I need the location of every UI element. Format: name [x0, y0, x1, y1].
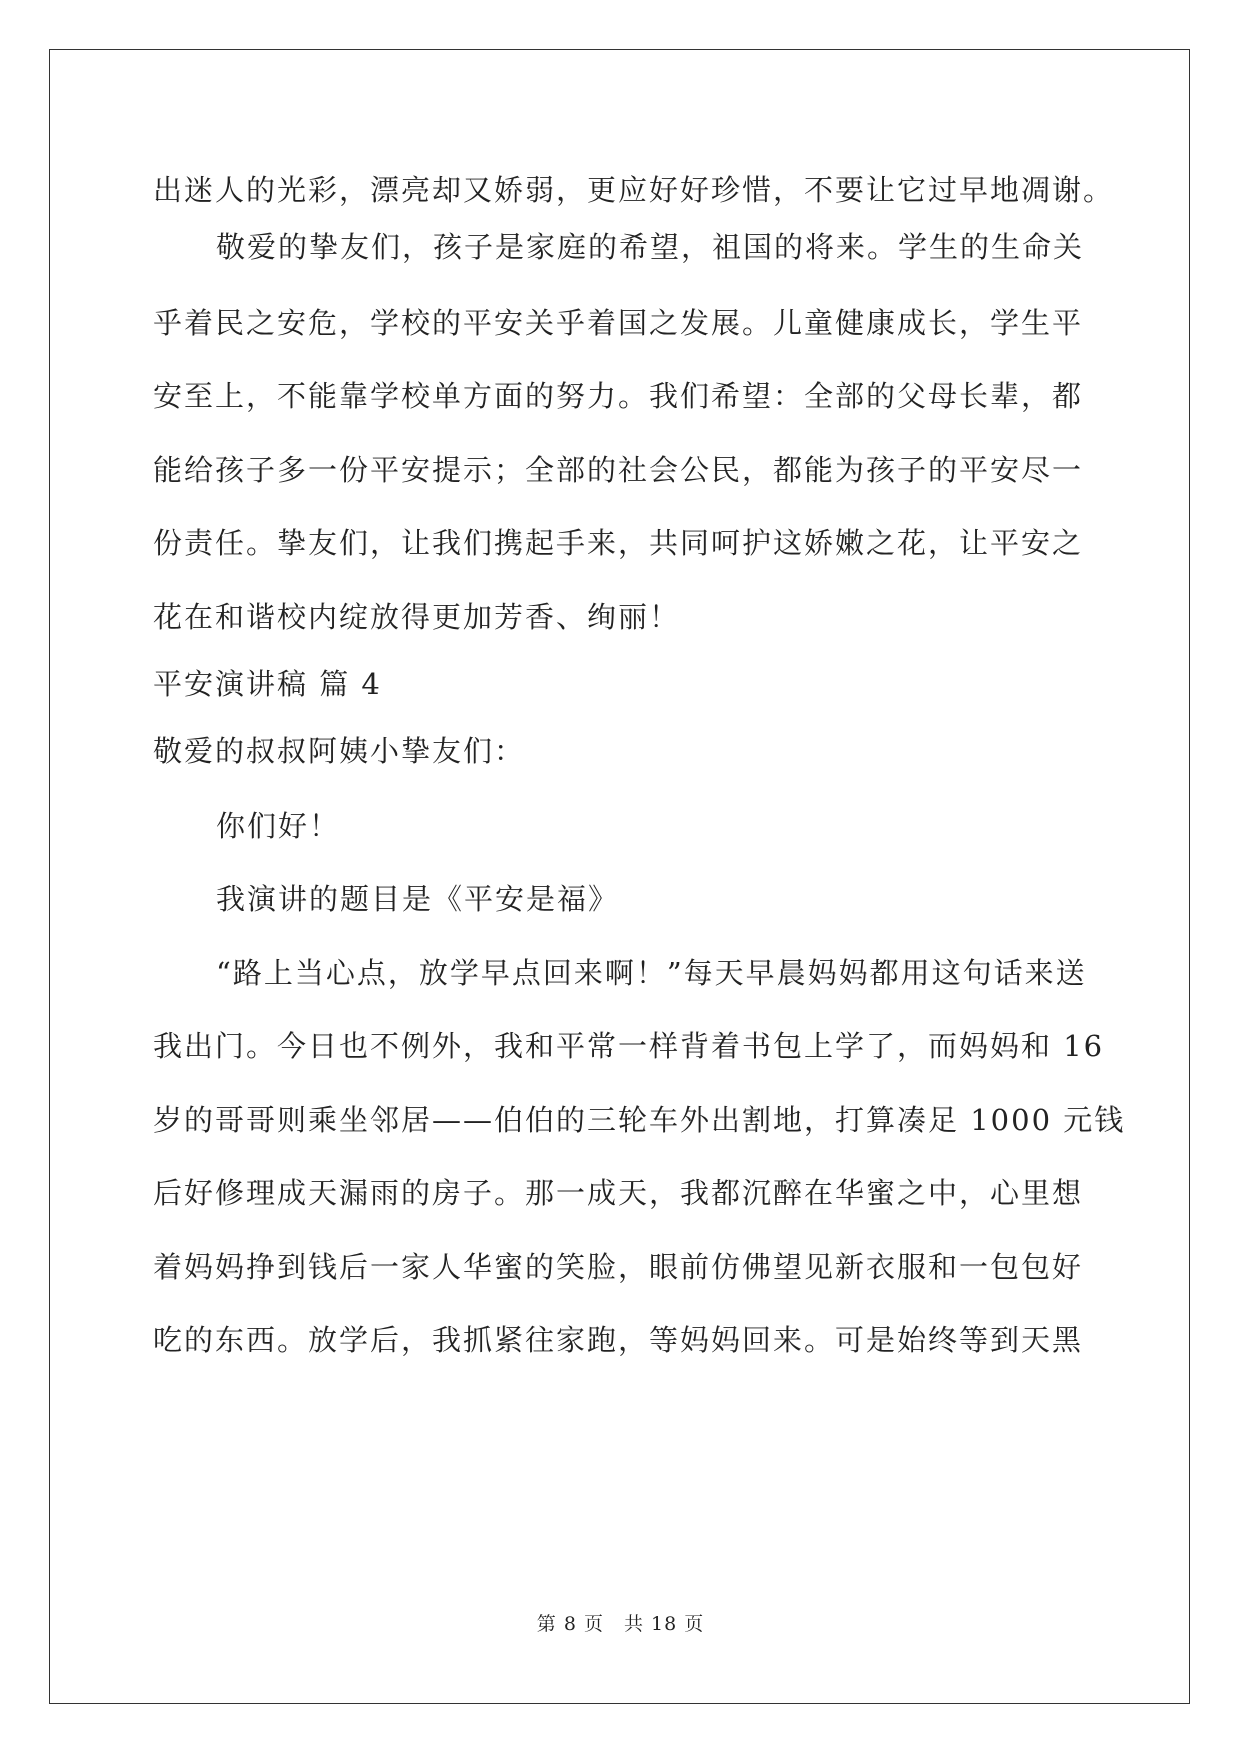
- text-line-5: 能给孩子多一份平安提示；全部的社会公民，都能为孩子的平安尽一: [153, 453, 1084, 487]
- section-heading: 平安演讲稿 篇 4: [153, 667, 382, 701]
- text-line-14: 岁的哥哥则乘坐邻居——伯伯的三轮车外出割地，打算凑足 1000 元钱: [153, 1103, 1126, 1137]
- text-line-6: 份责任。挚友们，让我们携起手来，共同呵护这娇嫩之花，让平安之: [153, 526, 1084, 560]
- salutation: 敬爱的叔叔阿姨小挚友们：: [153, 734, 526, 768]
- text-line-15: 后好修理成天漏雨的房子。那一成天，我都沉醉在华蜜之中，心里想: [153, 1176, 1084, 1210]
- speech-title-line: 我演讲的题目是《平安是福》: [216, 882, 620, 916]
- text-line-2: 敬爱的挚友们，孩子是家庭的希望，祖国的将来。学生的生命关: [216, 230, 1085, 264]
- text-line-1: 出迷人的光彩，漂亮却又娇弱，更应好好珍惜，不要让它过早地凋谢。: [153, 173, 1115, 207]
- text-line-3: 乎着民之安危，学校的平安关乎着国之发展。儿童健康成长，学生平: [153, 306, 1084, 340]
- page-border: [49, 49, 1190, 1704]
- text-line-7: 花在和谐校内绽放得更加芳香、绚丽！: [153, 600, 681, 634]
- text-line-12: “路上当心点，放学早点回来啊！”每天早晨妈妈都用这句话来送: [216, 956, 1087, 990]
- greeting: 你们好！: [216, 809, 341, 843]
- text-line-4: 安至上，不能靠学校单方面的努力。我们希望：全部的父母长辈，都: [153, 379, 1084, 413]
- page-number-footer: 第 8 页 共 18 页: [536, 1613, 705, 1635]
- text-line-16: 着妈妈挣到钱后一家人华蜜的笑脸，眼前仿佛望见新衣服和一包包好: [153, 1250, 1084, 1284]
- text-line-13: 我出门。今日也不例外，我和平常一样背着书包上学了，而妈妈和 16: [153, 1029, 1105, 1063]
- text-line-17: 吃的东西。放学后，我抓紧往家跑，等妈妈回来。可是始终等到天黑: [153, 1323, 1084, 1357]
